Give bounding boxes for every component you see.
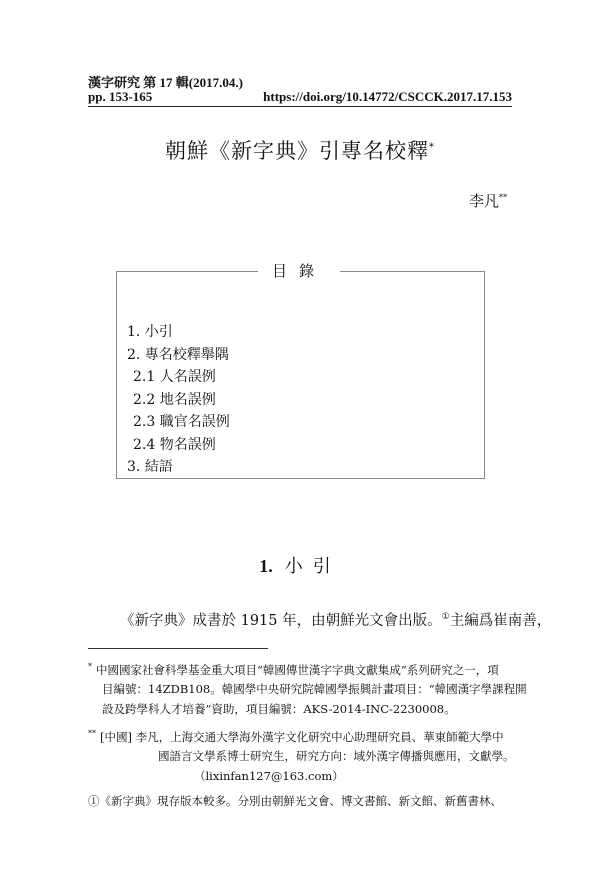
- toc-heading: 目錄: [258, 260, 340, 281]
- author: [469, 190, 507, 211]
- toc-item[interactable]: 2. 專名校釋舉隅: [127, 346, 229, 363]
- author-email[interactable]: （lixinfan127@163.com）: [194, 768, 344, 783]
- toc-item[interactable]: 1. 小引: [127, 324, 173, 340]
- body-paragraph: 《新字典》成書於 1915 年，由朝鮮光文會出版。①主編爲崔南善，: [120, 612, 552, 629]
- footnote-1: * 中國國家社會科學基金重大項目“韓國傳世漢字字典文獻集成”系列研究之一，項 目編號：14ZDB108。韓國學中央研究院韓國學振興計畫項目：“韓國漢字學課程開 設及跨學科人才培養”資助，項目編號：AKS-2014-INC-2230008。: [88, 662, 527, 716]
- toc-item[interactable]: 3. 結語: [127, 459, 173, 475]
- doi-link[interactable]: https://doi.org/10.14772/CSCCK.2017.17.153: [263, 89, 512, 104]
- section-title: 小引: [284, 556, 341, 577]
- footnote-ref[interactable]: ①: [441, 612, 450, 623]
- section-number: 1.: [259, 556, 273, 576]
- footnote-rule: [88, 648, 268, 649]
- toc-list: [127, 321, 230, 479]
- section-heading: [0, 552, 600, 578]
- footnote-2: ** [中國] 李凡，上海交通大學海外漢字文化研究中心助理研究員、華東師範大學中 國語言文學系博士研究生，研究方向：域外漢字傳播與應用，文獻學。 （lixinfan127@163.com）: [88, 724, 515, 786]
- header-rule: [88, 106, 512, 107]
- toc-item[interactable]: 2.4 物名誤例: [133, 436, 216, 453]
- page-range: pp. 153-165: [88, 89, 153, 104]
- paper-title: [0, 135, 600, 165]
- footnote-3: ①《新字典》現存版本較多。分別由朝鮮光文會、博文書館、新文館、新舊書林、: [88, 794, 502, 808]
- title-text: 朝鮮《新字典》引專名校釋: [165, 139, 429, 163]
- author-footnote-mark[interactable]: **: [499, 193, 507, 202]
- footnote-mark: **: [88, 729, 96, 738]
- toc-item[interactable]: 2.1 人名誤例: [133, 369, 216, 385]
- title-footnote-mark[interactable]: *: [429, 142, 435, 153]
- toc-item[interactable]: 2.3 職官名誤例: [133, 414, 230, 430]
- journal-issue: 漢字研究 第 17 輯(2017.04.): [88, 75, 243, 90]
- toc-item[interactable]: 2.2 地名誤例: [133, 391, 216, 408]
- author-name: 李凡: [468, 192, 499, 210]
- footnote-mark: *: [88, 662, 92, 671]
